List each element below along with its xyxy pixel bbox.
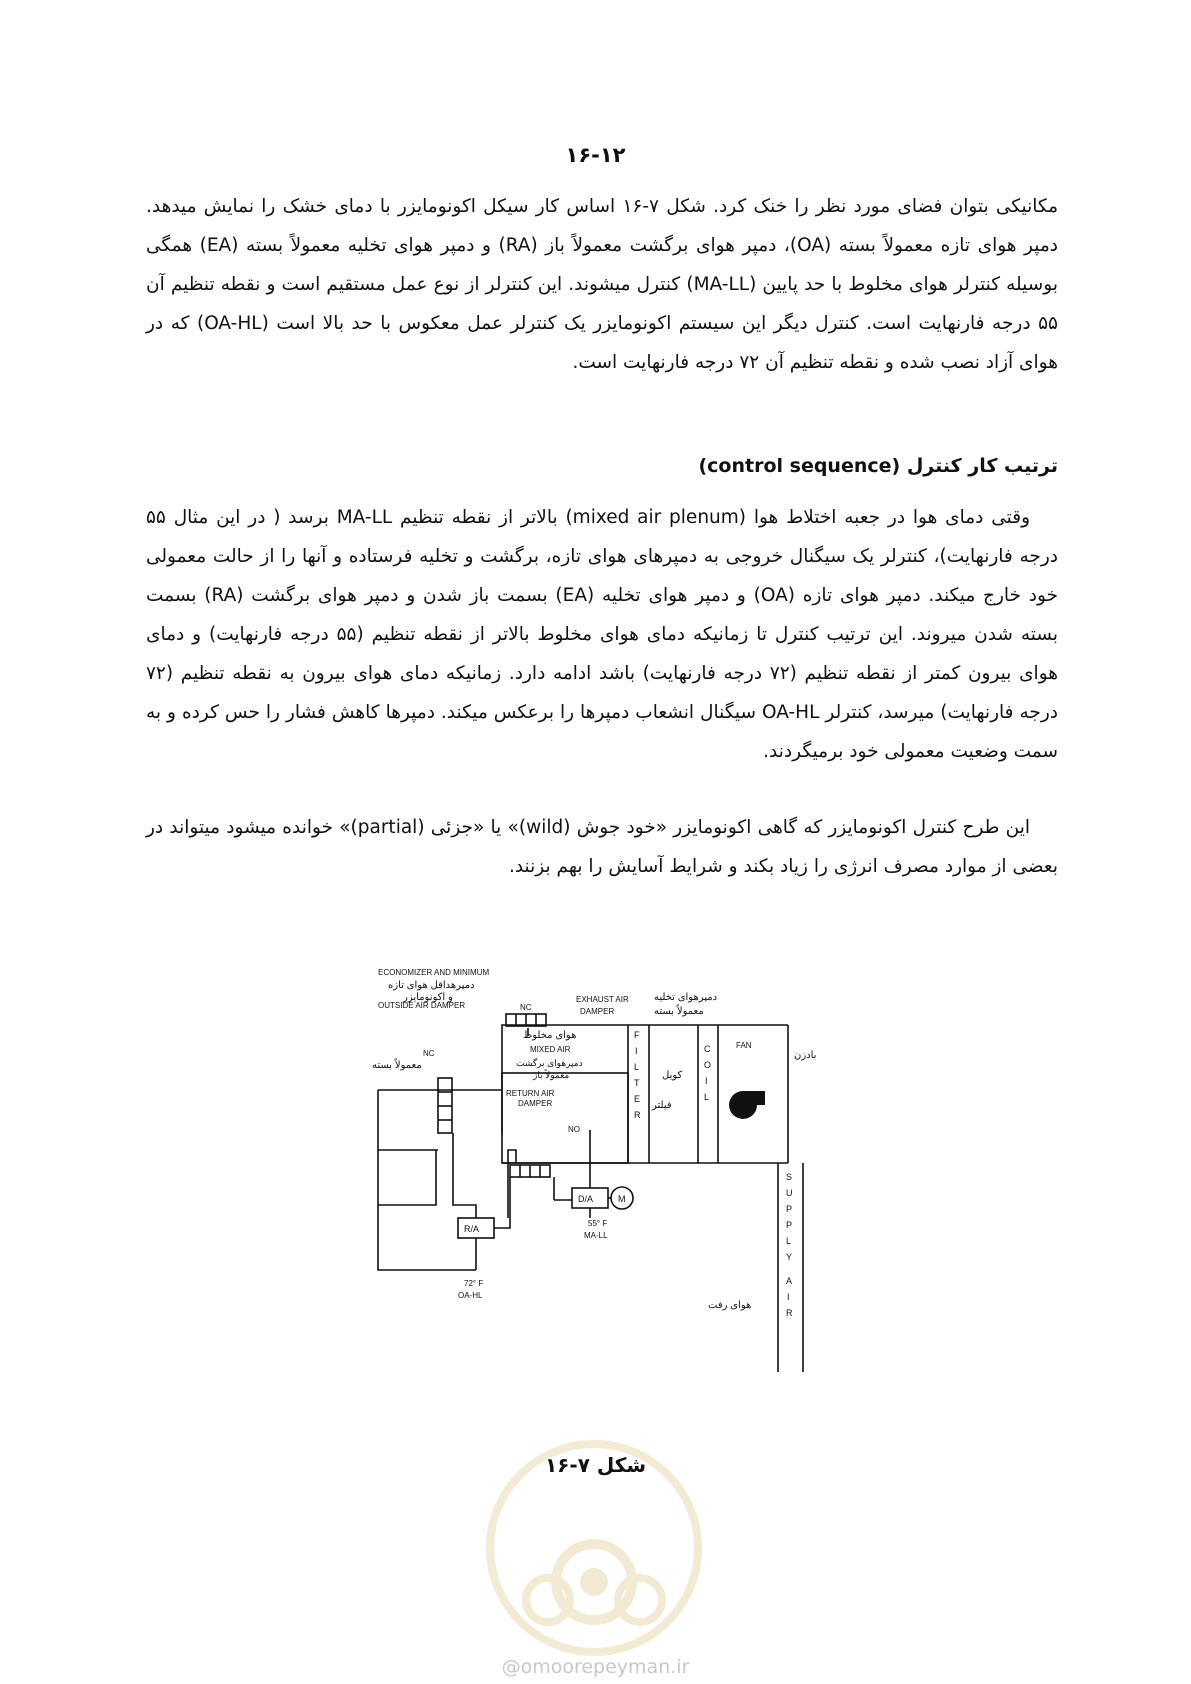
svg-text:L: L [634,1062,640,1072]
svg-text:L: L [786,1236,792,1246]
svg-text:معمولاً باز: معمولاً باز [533,1070,570,1080]
svg-text:ECONOMIZER AND MINIMUM: ECONOMIZER AND MINIMUM [378,968,490,977]
svg-text:U: U [786,1188,793,1198]
svg-text:هوای مخلوط: هوای مخلوط [523,1030,577,1041]
svg-text:NC: NC [520,1003,532,1012]
svg-text:OA-HL: OA-HL [458,1291,483,1300]
economizer-diagram [372,968,888,1372]
svg-text:O: O [704,1060,712,1070]
svg-text:NC: NC [423,1049,435,1058]
svg-text:T: T [634,1078,640,1088]
page-number: ۱۶-۱۲ [565,143,626,167]
svg-text:کویل: کویل [662,1070,683,1081]
svg-text:M: M [618,1194,626,1204]
svg-text:DAMPER: DAMPER [580,1007,615,1016]
svg-text:و اکونومایزر: و اکونومایزر [403,992,453,1003]
svg-text:FAN: FAN [736,1041,752,1050]
svg-text:R: R [786,1308,793,1318]
svg-text:MIXED AIR: MIXED AIR [530,1045,571,1054]
svg-text:55° F: 55° F [588,1219,608,1228]
svg-text:D/A: D/A [578,1194,594,1204]
paragraph-intro: مکانیکی بتوان فضای مورد نظر را خنک کرد. شکل ۷-۱۶ اساس کار سیکل اکونومایزر با دمای خشک را نمایش میدهد. دمپر هوای تازه معمولاً بسته (OA)، دمپر هوای برگشت معمولاً باز (RA) و دمپر هوای تخلیه معمولاً بسته (EA) همگی بوسیله کنترلر هوای مخلوط با حد پایین (MA-LL) کنترل میشوند. این کنترلر از نوع عمل مستقیم است و نقطه تنظیم آن ۵۵ درجه فارنهایت است. کنترل دیگر این سیستم اکونومایزر یک کنترلر عمل معکوس با حد بالا است (OA-HL) که در هوای آزاد نصب شده و نقطه تنظیم آن ۷۲ درجه فارنهایت است. [146,196,1058,373]
svg-text:بادزن: بادزن [794,1050,817,1061]
svg-text:Y: Y [786,1252,793,1262]
svg-text:C: C [704,1044,711,1054]
svg-text:R: R [634,1110,641,1120]
figure-caption: شکل ۷-۱۶ [544,1453,647,1477]
svg-text:هوای رفت: هوای رفت [708,1300,752,1311]
svg-text:معمولاً بسته: معمولاً بسته [372,1060,422,1071]
fan-icon [729,1091,765,1119]
paragraph-wild-economizer: این طرح کنترل اکونومایزر که گاهی اکونومایزر «خود جوش (wild)» یا «جزئی (partial)» خوانده میشود میتواند در بعضی از موارد مصرف انرژی را زیاد بکند و شرایط آسایش را بهم بزنند. [146,817,1058,877]
paragraph-sequence: وقتی دمای هوا در جعبه اختلاط هوا (mixed air plenum) بالاتر از نقطه تنظیم MA-LL برسد ( در این مثال ۵۵ درجه فارنهایت)، کنترلر یک سیگنال خروجی به دمپرهای هوای تازه، برگشت و تخلیه فرستاده و آنها را از حالت معمولی خود خارج میکند. دمپر هوای تازه (OA) و دمپر هوای تخلیه (EA) بسمت باز شدن و دمپر هوای برگشت (RA) بسمت بسته شدن میروند. این ترتیب کنترل تا زمانیکه دمای هوای مخلوط بالاتر از نقطه تنظیم (۵۵ درجه فارنهایت) و دمای هوای بیرون کمتر از نقطه تنظیم (۷۲ درجه فارنهایت) باشد ادامه دارد. زمانیکه دمای هوای بیرون به نقطه تنظیم (۷۲ درجه فارنهایت) میرسد، کنترلر OA-HL سیگنال انشعاب دمپرها را برعکس میکند. دمپرها کاهش فشار را حس کرده و به سمت وضعیت معمولی خود برمیگردند. [146,507,1059,762]
svg-text:S: S [786,1172,793,1182]
svg-text:E: E [634,1094,641,1104]
svg-text:دمپرهداقل هوای تازه: دمپرهداقل هوای تازه [388,980,475,991]
svg-text:A: A [786,1276,793,1286]
svg-text:F: F [634,1030,640,1040]
svg-text:P: P [786,1204,793,1214]
svg-text:P: P [786,1220,793,1230]
svg-text:72° F: 72° F [464,1279,484,1288]
watermark-url: @omoorepeyman.ir [501,1656,690,1678]
svg-text:DAMPER: DAMPER [518,1099,553,1108]
svg-text:دمپرهوای تخلیه: دمپرهوای تخلیه [654,992,718,1003]
svg-text:معمولاً بسته: معمولاً بسته [654,1006,704,1017]
svg-text:I: I [635,1046,638,1056]
section-heading: ترتیب کار کنترل (control sequence) [698,455,1058,477]
svg-text:RETURN AIR: RETURN AIR [506,1089,555,1098]
svg-text:MA-LL: MA-LL [584,1231,608,1240]
svg-text:I: I [787,1292,790,1302]
svg-text:L: L [704,1092,710,1102]
svg-text:OUTSIDE AIR DAMPER: OUTSIDE AIR DAMPER [378,1001,466,1010]
svg-text:NO: NO [568,1125,580,1134]
svg-text:R/A: R/A [464,1224,480,1234]
svg-text:دمپرهوای برگشت: دمپرهوای برگشت [516,1058,583,1068]
svg-text:فیلتر: فیلتر [652,1100,672,1111]
svg-text:EXHAUST AIR: EXHAUST AIR [576,995,629,1004]
svg-text:I: I [705,1076,708,1086]
